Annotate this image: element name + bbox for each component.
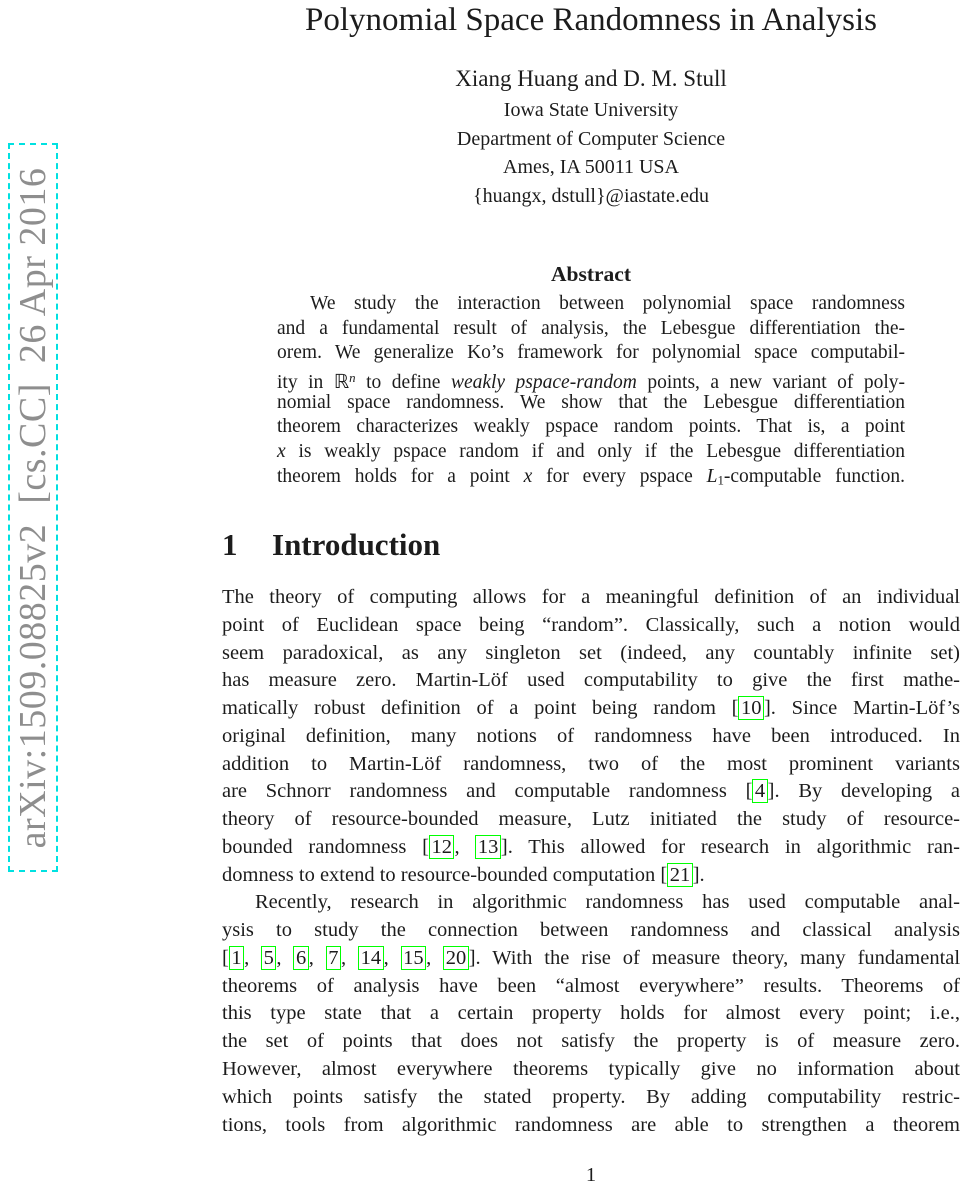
text-segment: matically robust definition of a point being random [	[222, 697, 739, 720]
text-segment: are Schnorr randomness and computable randomness [	[222, 780, 753, 803]
text-line	[222, 862, 960, 890]
text-segment: addition to Martin-Löf randomness, two of the most prominent variants	[222, 752, 960, 775]
text-segment: theorems of analysis have been “almost everywhere” results. Theorems of	[222, 974, 960, 997]
text-segment: L	[706, 465, 718, 487]
text-line	[222, 584, 960, 612]
text-segment: has measure zero. Martin-Löf used computability to give the first mathe-	[222, 669, 960, 692]
page-number: 1	[585, 1164, 597, 1186]
introduction-body	[222, 584, 960, 1139]
text-segment: nomial space randomness. We show that the Lebesgue differentiation	[277, 391, 905, 413]
text-segment: ]. By developing a	[767, 780, 960, 803]
citation-ref[interactable]: 5	[261, 946, 276, 970]
text-segment: point of Euclidean space being “random”. Classically, such a notion would	[222, 613, 960, 636]
section-heading-introduction	[222, 527, 960, 563]
text-line	[222, 778, 960, 806]
citation-ref[interactable]: 6	[293, 946, 308, 970]
text-segment: ,	[341, 946, 359, 969]
text-segment: ,	[383, 946, 401, 969]
text-line	[277, 341, 905, 366]
text-segment: bounded randomness [	[222, 835, 429, 858]
text-segment: seem paradoxical, as any singleton set (indeed, any countably infinite set)	[222, 641, 960, 664]
text-line	[222, 1056, 960, 1084]
text-line	[222, 1028, 960, 1056]
text-segment: However, almost everywhere theorems typically give no information about	[222, 1058, 960, 1081]
text-segment: ,	[426, 946, 444, 969]
authors-email: {huangx, dstull}@iastate.edu	[473, 185, 709, 208]
text-line	[222, 945, 960, 973]
text-segment: orem. We generalize Ko’s framework for polynomial space computabil-	[277, 342, 905, 364]
text-segment: ity in	[277, 371, 334, 393]
authors-line: Xiang Huang and D. M. Stull	[455, 66, 727, 91]
text-line	[277, 440, 905, 465]
text-segment: weakly pspace-random	[450, 371, 637, 393]
text-segment: points, a new variant of poly-	[636, 371, 905, 393]
section-title: Introduction	[272, 527, 441, 562]
text-segment: ].	[692, 863, 705, 886]
paragraph	[222, 584, 960, 889]
text-segment: ℝ	[333, 369, 350, 393]
text-segment: ]. With the rise of measure theory, many fundamental	[468, 946, 961, 969]
text-line	[222, 917, 960, 945]
text-segment: original definition, many notions of randomness have been introduced. In	[222, 724, 960, 747]
text-segment: ,	[308, 946, 326, 969]
paper-title: Polynomial Space Randomness in Analysis	[305, 2, 877, 38]
text-line	[222, 612, 960, 640]
text-line	[277, 292, 905, 317]
abstract-heading: Abstract	[550, 262, 631, 286]
abstract-body	[277, 292, 905, 490]
affiliation-university: Iowa State University	[503, 99, 679, 121]
citation-ref[interactable]: 20	[443, 946, 469, 970]
text-segment: for every pspace	[532, 465, 707, 487]
text-segment: theorem holds for a point	[277, 465, 524, 487]
text-line	[222, 1000, 960, 1028]
text-segment: the set of points that does not satisfy the property is of measure zero.	[222, 1030, 960, 1053]
text-segment: domness to extend to resource-bounded computation [	[222, 863, 668, 886]
text-segment: is weakly pspace random if and only if the Lebesgue differentiation	[285, 441, 905, 463]
citation-ref[interactable]: 4	[752, 779, 767, 803]
text-segment: x	[277, 441, 286, 463]
text-segment: theory of resource-bounded measure, Lutz initiated the study of resource-	[222, 808, 960, 831]
text-segment: ,	[276, 946, 294, 969]
text-segment: We study the interaction between polynomial space randomness	[310, 293, 905, 314]
text-segment: 1	[717, 473, 724, 488]
citation-ref[interactable]: 12	[429, 835, 455, 859]
text-segment: -computable function.	[723, 465, 905, 487]
text-line	[222, 973, 960, 1001]
citation-ref[interactable]: 21	[667, 863, 693, 887]
text-segment: theorem characterizes weakly pspace random points. That is, a point	[277, 416, 905, 438]
citation-ref[interactable]: 7	[326, 946, 341, 970]
text-segment: which points satisfy the stated property. By adding computability restric-	[222, 1085, 960, 1108]
affiliation-department: Department of Computer Science	[456, 127, 726, 150]
paragraph	[222, 889, 960, 1139]
text-segment: ,	[454, 835, 476, 858]
text-segment: to define	[355, 371, 451, 393]
text-segment: x	[523, 465, 533, 487]
citation-ref[interactable]: 14	[358, 946, 384, 970]
text-column	[222, 0, 960, 1200]
citation-ref[interactable]: 15	[401, 946, 427, 970]
arxiv-identifier-text: arXiv:1509.08825v2 [cs.CC] 26 Apr 2016	[12, 167, 54, 848]
arxiv-watermark-box	[8, 143, 58, 872]
text-line	[222, 1112, 960, 1140]
text-segment: and a fundamental result of analysis, the Lebesgue differentiation the-	[277, 317, 905, 339]
affiliation-address: Ames, IA 50011 USA	[503, 156, 679, 179]
citation-ref[interactable]: 10	[738, 696, 764, 720]
citation-ref[interactable]: 1	[229, 946, 244, 970]
text-line	[277, 415, 905, 440]
text-line	[277, 366, 905, 391]
section-number: 1	[222, 527, 238, 562]
text-segment: n	[349, 371, 356, 386]
text-line	[222, 889, 960, 917]
text-line	[277, 465, 905, 490]
text-line	[222, 723, 960, 751]
text-segment: Recently, research in algorithmic randomness has used computable anal-	[255, 891, 960, 914]
text-segment: ]. Since Martin-Löf’s	[763, 697, 960, 720]
text-line	[222, 1084, 960, 1112]
text-line	[222, 806, 960, 834]
text-segment: ysis to study the connection between randomness and classical analysis	[222, 919, 960, 942]
text-line	[277, 391, 905, 416]
text-line	[222, 751, 960, 779]
text-segment: ,	[244, 946, 262, 969]
text-line	[222, 667, 960, 695]
citation-ref[interactable]: 13	[475, 835, 501, 859]
text-segment: tions, tools from algorithmic randomness are able to strengthen a theorem	[222, 1113, 960, 1136]
text-segment: this type state that a certain property holds for almost every point; i.e.,	[222, 1002, 960, 1025]
text-segment: ]. This allowed for research in algorithmic ran-	[500, 835, 960, 858]
text-line	[277, 317, 905, 342]
text-line	[222, 695, 960, 723]
text-line	[222, 834, 960, 862]
affiliation-block	[222, 96, 960, 211]
text-segment: [	[222, 946, 229, 969]
text-line	[222, 640, 960, 668]
text-segment: The theory of computing allows for a meaningful definition of an individual	[222, 586, 960, 608]
